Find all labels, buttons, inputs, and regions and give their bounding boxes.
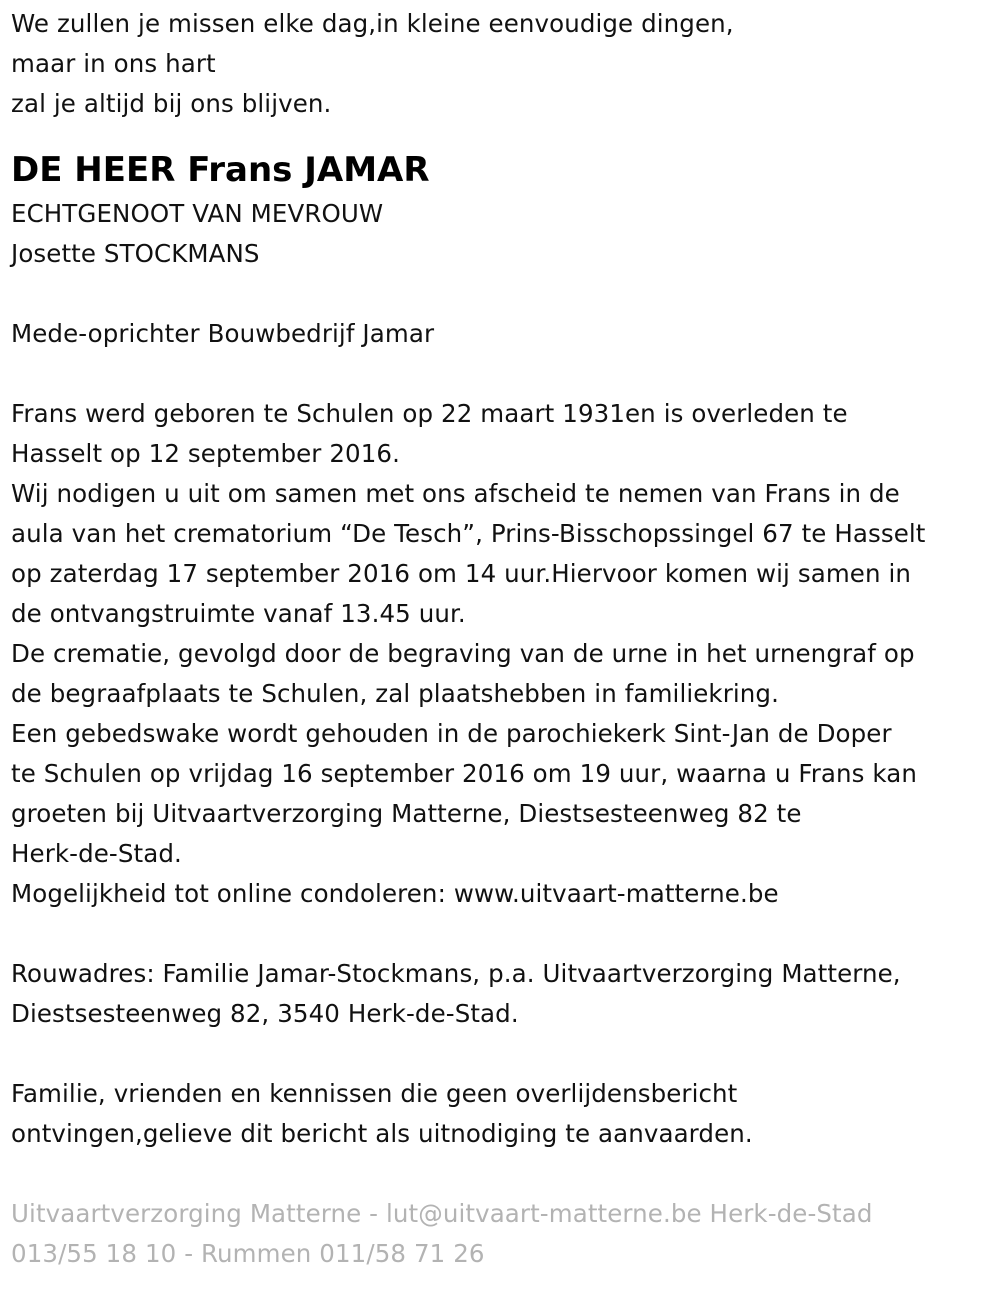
- announcement-line: Frans werd geboren te Schulen op 22 maart 1931en is overleden te: [11, 399, 848, 428]
- announcement: [11, 394, 996, 914]
- relation-line: ECHTGENOOT VAN MEVROUW: [11, 199, 384, 228]
- poem-line: zal je altijd bij ons blijven.: [11, 89, 332, 118]
- announcement-line: groeten bij Uitvaartverzorging Matterne, Diestsesteenweg 82 te: [11, 799, 802, 828]
- relation-line: Josette STOCKMANS: [11, 239, 260, 268]
- condolence-link[interactable]: www.uitvaart-matterne.be: [453, 879, 779, 908]
- announcement-line: aula van het crematorium “De Tesch”, Prins-Bisschopssingel 67 te Hasselt: [11, 519, 926, 548]
- announcement-line: Een gebedswake wordt gehouden in de parochiekerk Sint-Jan de Doper: [11, 719, 892, 748]
- poem-line: maar in ons hart: [11, 49, 216, 78]
- announcement-line: Hasselt op 12 september 2016.: [11, 439, 400, 468]
- mourning-address: [11, 954, 996, 1034]
- announcement-line: De crematie, gevolgd door de begraving van de urne in het urnengraf op: [11, 639, 915, 668]
- address-line: Diestsesteenweg 82, 3540 Herk-de-Stad.: [11, 999, 519, 1028]
- announcement-line: de begraafplaats te Schulen, zal plaatshebben in familiekring.: [11, 679, 779, 708]
- condolence-line: [11, 874, 996, 914]
- poem: [11, 4, 996, 124]
- announcement-line: op zaterdag 17 september 2016 om 14 uur.Hiervoor komen wij samen in: [11, 559, 912, 588]
- deceased-name: DE HEER Frans JAMAR: [11, 150, 430, 190]
- footer-contact: [11, 1194, 996, 1274]
- announcement-line: Wij nodigen u uit om samen met ons afscheid te nemen van Frans in de: [11, 479, 900, 508]
- obituary-document: [11, 4, 996, 1274]
- footer-line: Uitvaartverzorging Matterne - lut@uitvaart-matterne.be Herk-de-Stad: [11, 1199, 873, 1228]
- poem-line: We zullen je missen elke dag,in kleine eenvoudige dingen,: [11, 9, 734, 38]
- announcement-line: Herk-de-Stad.: [11, 839, 182, 868]
- announcement-line: te Schulen op vrijdag 16 september 2016 om 19 uur, waarna u Frans kan: [11, 759, 918, 788]
- invitation-line: Familie, vrienden en kennissen die geen overlijdensbericht: [11, 1079, 738, 1108]
- invitation-note: [11, 1074, 996, 1154]
- deceased-role: Mede-oprichter Bouwbedrijf Jamar: [11, 319, 435, 348]
- address-line: Rouwadres: Familie Jamar-Stockmans, p.a. Uitvaartverzorging Matterne,: [11, 959, 901, 988]
- footer-line: 013/55 18 10 - Rummen 011/58 71 26: [11, 1239, 485, 1268]
- relation: [11, 194, 996, 274]
- invitation-line: ontvingen,gelieve dit bericht als uitnodiging te aanvaarden.: [11, 1119, 753, 1148]
- condolence-label: Mogelijkheid tot online condoleren:: [11, 879, 454, 908]
- announcement-line: de ontvangstruimte vanaf 13.45 uur.: [11, 599, 466, 628]
